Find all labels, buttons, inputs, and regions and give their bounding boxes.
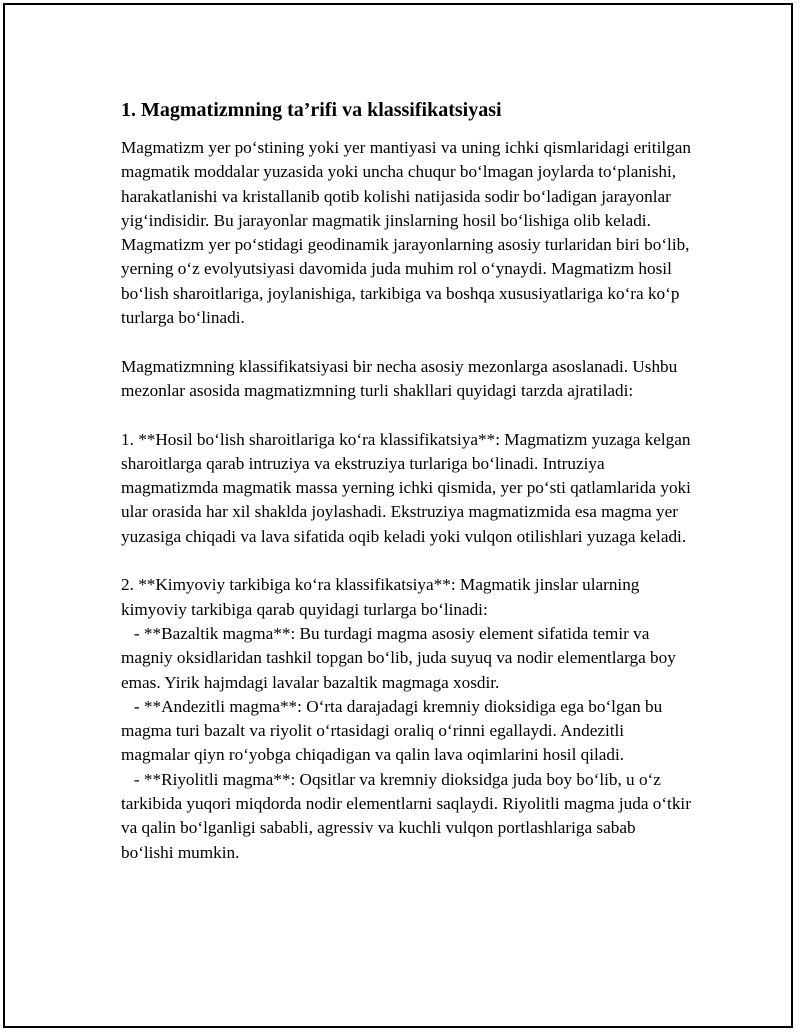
document-page bbox=[3, 3, 793, 1028]
document-body bbox=[121, 97, 696, 889]
list-item-andesitic-magma: - **Andezitli magma**: O‘rta darajadagi kremniy dioksidiga ega bo‘lgan bu magma turi bazalt va riyolit o‘rtasidagi oraliq o‘rinni egallaydi. Andezitli magmalar qiyn ro‘yobga chiqadigan va qalin lava oqimlarini hosil qiladi. bbox=[121, 696, 667, 765]
classification-intro-paragraph: Magmatizmning klassifikatsiyasi bir necha asosiy mezonlarga asoslanadi. Ushbu mezonlar asosida magmatizmning turli shakllari quyidagi tarzda ajratiladi: bbox=[121, 356, 682, 400]
chemical-classification-section bbox=[121, 573, 696, 865]
chemical-classification-intro: 2. **Kimyoviy tarkibiga ko‘ra klassifikatsiya**: Magmatik jinslar ularning kimyoviy tarkibiga qarab quyidagi turlarga bo‘linadi: bbox=[121, 575, 644, 619]
section-title: 1. Magmatizmning ta’rifi va klassifikatsiyasi bbox=[121, 99, 502, 121]
formation-classification-paragraph: 1. **Hosil bo‘lish sharoitlariga ko‘ra klassifikatsiya**: Magmatizm yuzaga kelgan sharoitlarga qarab intruziya va ekstruziya turlariga bo‘linadi. Intruziya magmatizmda magmatik massa yerning ichki qismida, yer po‘sti qatlamlarida yoki ular orasida har xil shaklda joylashadi. Ekstruziya magmatizmida esa magma yer yuzasiga chiqadi va lava sifatida oqib keladi yoki vulqon otilishlari yuzaga keladi. bbox=[121, 429, 696, 546]
list-item-rhyolitic-magma: - **Riyolitli magma**: Oqsitlar va kremniy dioksidga juda boy bo‘lib, u o‘z tarkibida yuqori miqdorda nodir elementlarni saqlaydi. Riyolitli magma juda o‘tkir va qalin bo‘lganligi sababli, agressiv va kuchli vulqon portlashlariga sabab bo‘lishi mumkin. bbox=[121, 769, 696, 862]
list-item-basaltic-magma: - **Bazaltik magma**: Bu turdagi magma asosiy element sifatida temir va magniy oksidlaridan tashkil topgan bo‘lib, juda suyuq va nodir elementlarga boy emas. Yirik hajmdagi lavalar bazaltik magmaga xosdir. bbox=[121, 623, 681, 692]
definition-paragraph: Magmatizm yer po‘stining yoki yer mantiyasi va uning ichki qismlaridagi eritilgan magmatik moddalar yuzasida yoki uncha chuqur bo‘lmagan joylarda to‘planishi, harakatlanishi va kristallanib qotib kolishi natijasida sodir bo‘ladigan jarayonlar yig‘indisidir. Bu jarayonlar magmatik jinslarning hosil bo‘lishiga olib keladi. Magmatizm yer po‘stidagi geodinamik jarayonlarning asosiy turlaridan biri bo‘lib, yerning o‘z evolyutsiyasi davomida juda muhim rol o‘ynaydi. Magmatizm hosil bo‘lish sharoitlariga, joylanishiga, tarkibiga va boshqa xususiyatlariga ko‘ra ko‘p turlarga bo‘linadi. bbox=[121, 138, 696, 328]
